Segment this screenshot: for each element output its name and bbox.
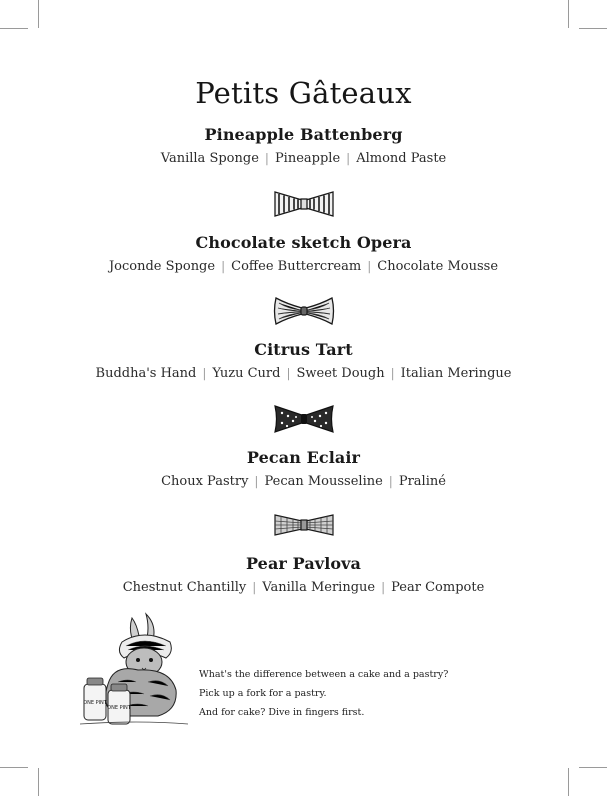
separator: | bbox=[202, 366, 207, 380]
bow-tie-icon bbox=[273, 509, 335, 541]
component: Pear Compote bbox=[391, 580, 485, 595]
item-name: Pear Pavlova bbox=[245, 554, 362, 573]
item-components bbox=[0, 257, 607, 276]
crop-mark bbox=[568, 0, 569, 28]
item-name: Chocolate sketch Opera bbox=[195, 233, 412, 252]
menu-item bbox=[0, 553, 607, 597]
item-components bbox=[0, 364, 607, 383]
component: Coffee Buttercream bbox=[231, 259, 362, 274]
item-name: Pineapple Battenberg bbox=[204, 125, 403, 144]
crop-mark bbox=[0, 28, 28, 29]
bunny-illustration bbox=[78, 612, 206, 730]
component: Sweet Dough bbox=[296, 366, 385, 381]
crop-mark bbox=[38, 768, 39, 796]
joke-line: Pick up a fork for a pastry. bbox=[199, 688, 327, 699]
component: Yuzu Curd bbox=[212, 366, 281, 381]
item-name: Citrus Tart bbox=[254, 340, 353, 359]
crop-mark bbox=[579, 28, 607, 29]
separator: | bbox=[388, 474, 393, 488]
joke-line: What's the difference between a cake and a pastry? bbox=[199, 669, 449, 680]
separator: | bbox=[252, 580, 257, 594]
separator: | bbox=[381, 580, 386, 594]
jar-label: ONE PINT bbox=[107, 705, 131, 711]
bow-tie-icon bbox=[273, 403, 335, 435]
page-title: Petits Gâteaux bbox=[195, 76, 412, 110]
item-name: Pecan Eclair bbox=[246, 448, 361, 467]
separator: | bbox=[286, 366, 291, 380]
separator: | bbox=[254, 474, 259, 488]
item-components bbox=[0, 149, 607, 168]
component: Chestnut Chantilly bbox=[122, 580, 247, 595]
crop-mark bbox=[568, 768, 569, 796]
component: Praliné bbox=[398, 474, 446, 489]
component: Vanilla Sponge bbox=[160, 151, 259, 166]
bow-tie-icon bbox=[273, 188, 335, 220]
component: Buddha's Hand bbox=[95, 366, 197, 381]
menu-item bbox=[0, 232, 607, 276]
component: Vanilla Meringue bbox=[262, 580, 376, 595]
component: Joconde Sponge bbox=[108, 259, 216, 274]
separator: | bbox=[221, 259, 226, 273]
component: Pineapple bbox=[274, 151, 341, 166]
component: Almond Paste bbox=[356, 151, 447, 166]
crop-mark bbox=[579, 767, 607, 768]
component: Pecan Mousseline bbox=[264, 474, 383, 489]
separator: | bbox=[367, 259, 372, 273]
separator: | bbox=[264, 151, 269, 165]
component: Italian Meringue bbox=[400, 366, 512, 381]
separator: | bbox=[346, 151, 351, 165]
menu-item bbox=[0, 447, 607, 491]
joke-line: And for cake? Dive in fingers first. bbox=[199, 707, 365, 718]
item-components bbox=[0, 578, 607, 597]
component: Choux Pastry bbox=[161, 474, 249, 489]
bow-tie-icon bbox=[273, 295, 335, 327]
menu-item bbox=[0, 124, 607, 168]
item-components bbox=[0, 472, 607, 491]
menu-item bbox=[0, 339, 607, 383]
separator: | bbox=[390, 366, 395, 380]
crop-mark bbox=[38, 0, 39, 28]
joke-text bbox=[199, 665, 448, 722]
component: Chocolate Mousse bbox=[377, 259, 499, 274]
crop-mark bbox=[0, 767, 28, 768]
jar-label: ONE PINT bbox=[83, 700, 107, 706]
